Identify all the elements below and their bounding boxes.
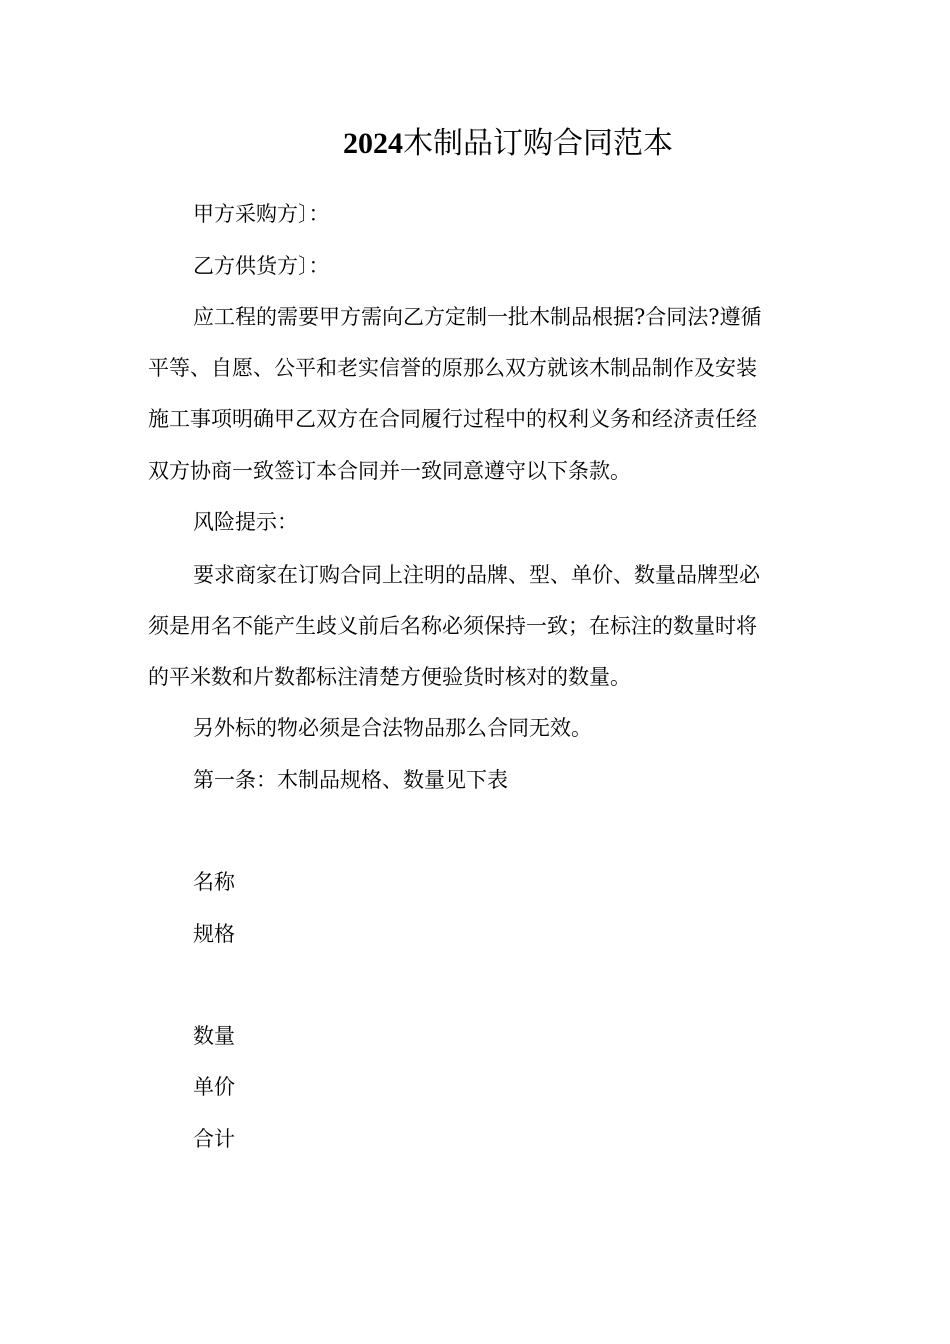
note-line: 另外标的物必须是合法物品那么合同无效。 — [193, 716, 592, 740]
intro-line-1: 应工程的需要甲方需向乙方定制一批木制品根据?合同法?遵循 — [193, 305, 762, 329]
risk-line-3: 的平米数和片数都标注清楚方便验货时核对的数量。 — [148, 665, 631, 689]
table-field-total: 合计 — [193, 1127, 235, 1151]
risk-line-2: 须是用名不能产生歧义前后名称必须保持一致；在标注的数量时将 — [148, 614, 757, 638]
intro-line-3: 施工事项明确甲乙双方在合同履行过程中的权利义务和经济责任经 — [148, 407, 757, 431]
title-text: 木制品订购合同范本 — [403, 126, 673, 161]
risk-line-1: 要求商家在订购合同上注明的品牌、型、单价、数量品牌型必 — [193, 563, 760, 587]
table-field-quantity: 数量 — [193, 1024, 235, 1048]
article-one-heading: 第一条：木制品规格、数量见下表 — [193, 768, 508, 792]
table-field-spec: 规格 — [193, 922, 235, 946]
intro-line-4: 双方协商一致签订本合同并一致同意遵守以下条款。 — [148, 459, 631, 483]
party-b-line: 乙方供货方〕： — [193, 254, 330, 278]
party-a-line: 甲方采购方〕： — [193, 202, 330, 226]
table-field-name: 名称 — [193, 870, 235, 894]
risk-heading: 风险提示： — [193, 510, 298, 534]
document-title — [0, 122, 950, 166]
title-year: 2024 — [343, 127, 403, 160]
table-field-unit-price: 单价 — [193, 1075, 235, 1099]
intro-line-2: 平等、自愿、公平和老实信誉的原那么双方就该木制品制作及安装 — [148, 356, 757, 380]
